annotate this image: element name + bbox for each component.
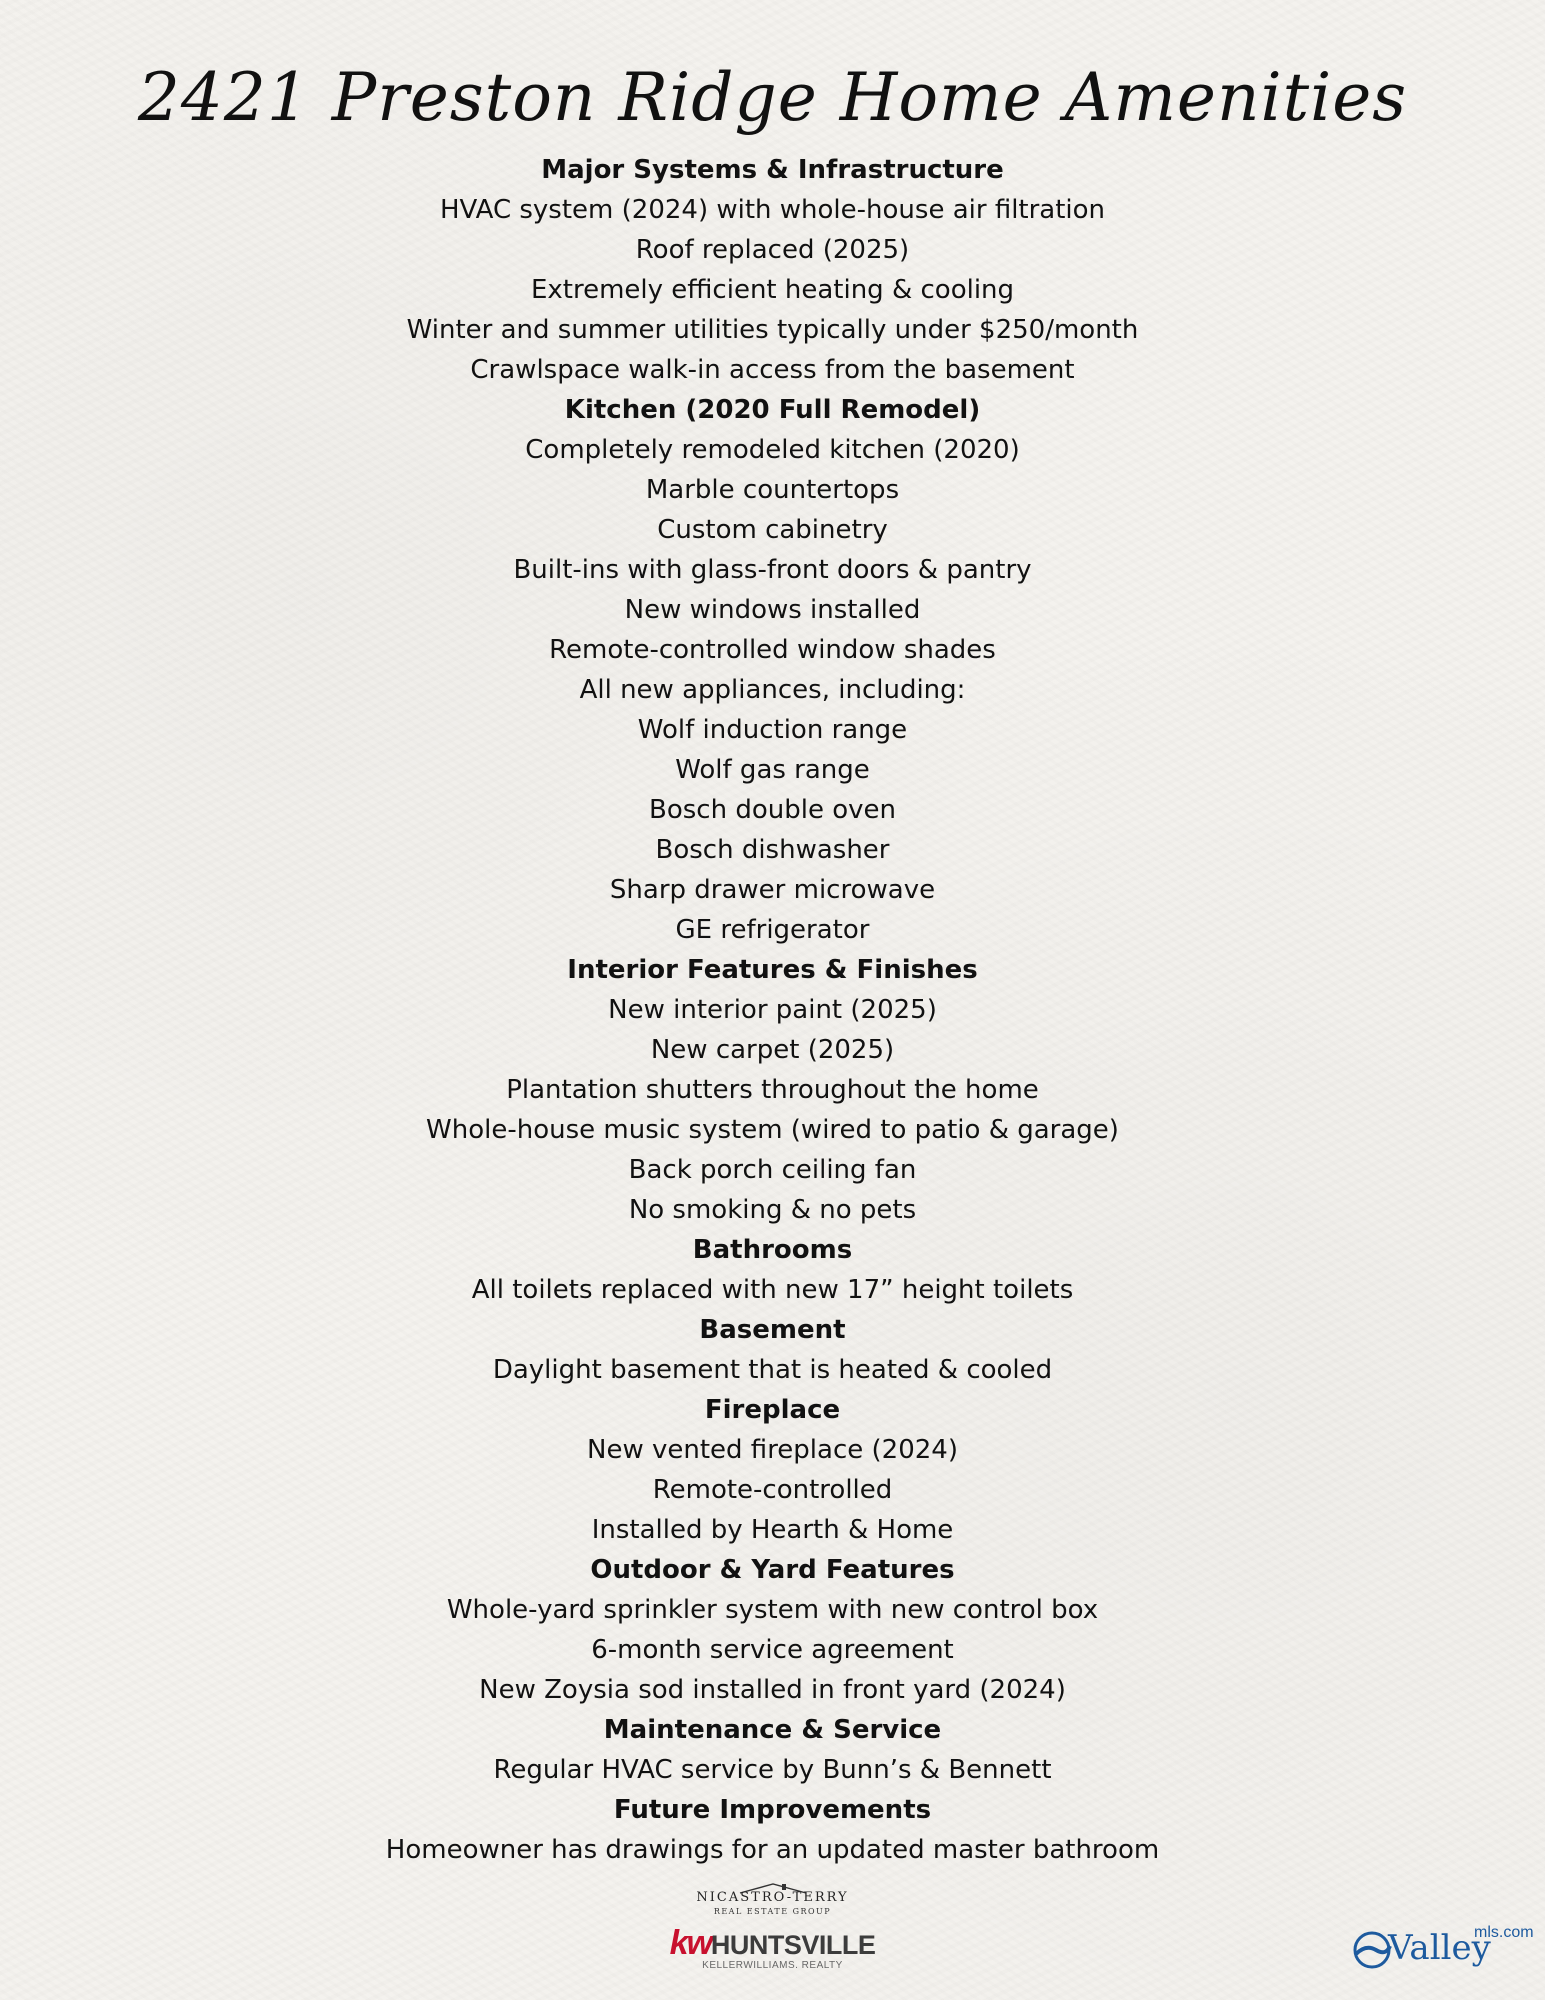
appliance-item: Wolf gas range <box>675 755 870 785</box>
list-item: Roof replaced (2025) <box>635 235 910 265</box>
brokerage-name: NICASTRO-TERRY <box>696 1890 849 1905</box>
section-heading: Kitchen (2020 Full Remodel) <box>564 395 981 425</box>
list-item: Back porch ceiling fan <box>628 1155 917 1185</box>
brokerage-logo <box>0 1882 1545 1918</box>
list-item: Marble countertops <box>645 475 900 505</box>
list-item: Plantation shutters throughout the home <box>506 1075 1039 1105</box>
list-item: HVAC system (2024) with whole-house air filtration <box>439 195 1106 225</box>
list-item: Completely remodeled kitchen (2020) <box>525 435 1020 465</box>
valleymls-logo <box>1352 1924 1537 1984</box>
kw-city: HUNTSVILLE <box>710 1930 876 1960</box>
amenities-list <box>0 150 1545 1870</box>
list-item: All new appliances, including: <box>579 675 966 705</box>
section-heading: Outdoor & Yard Features <box>590 1555 955 1585</box>
valley-domain: mls.com <box>1474 1924 1534 1941</box>
list-item: New carpet (2025) <box>650 1035 895 1065</box>
list-item: Built-ins with glass-front doors & pantry <box>513 555 1032 585</box>
list-item: New Zoysia sod installed in front yard (2024) <box>479 1675 1066 1705</box>
section-heading: Major Systems & Infrastructure <box>541 155 1004 185</box>
appliance-item: Sharp drawer microwave <box>609 875 936 905</box>
section-heading: Basement <box>699 1315 846 1345</box>
list-item: Whole-yard sprinkler system with new control box <box>446 1595 1099 1625</box>
appliance-item: Wolf induction range <box>637 715 908 745</box>
appliance-item: Bosch double oven <box>649 795 896 825</box>
list-item: Homeowner has drawings for an updated master bathroom <box>385 1835 1160 1865</box>
brokerage-subtitle: REAL ESTATE GROUP <box>713 1907 832 1916</box>
kw-logo <box>0 1924 1545 1963</box>
list-item: Winter and summer utilities typically under $250/month <box>406 315 1139 345</box>
valley-word: Valley <box>1388 1928 1491 1968</box>
list-item: All toilets replaced with new 17” height toilets <box>471 1275 1074 1305</box>
page-title: 2421 Preston Ridge Home Amenities <box>137 59 1408 136</box>
list-item: Extremely efficient heating & cooling <box>530 275 1015 305</box>
section-heading: Maintenance & Service <box>603 1715 942 1745</box>
list-item: New interior paint (2025) <box>608 995 937 1025</box>
list-item: New windows installed <box>624 595 921 625</box>
kw-realty-text: KELLERWILLIAMS. REALTY <box>702 1960 843 1971</box>
section-heading: Future Improvements <box>613 1795 932 1825</box>
section-heading: Fireplace <box>704 1395 841 1425</box>
appliance-item: GE refrigerator <box>675 915 870 945</box>
list-item: Remote-controlled window shades <box>549 635 996 665</box>
list-item: Installed by Hearth & Home <box>591 1515 954 1545</box>
list-item: Whole-house music system (wired to patio & garage) <box>426 1115 1119 1145</box>
list-item: Remote-controlled <box>652 1475 893 1505</box>
list-item: Custom cabinetry <box>657 515 888 545</box>
list-item: New vented fireplace (2024) <box>587 1435 958 1465</box>
list-item: 6-month service agreement <box>591 1635 954 1665</box>
list-item: No smoking & no pets <box>628 1195 917 1225</box>
list-item: Regular HVAC service by Bunn’s & Bennett <box>493 1755 1052 1785</box>
section-heading: Bathrooms <box>692 1235 853 1265</box>
kw-mark: kw <box>669 1924 711 1962</box>
section-heading: Interior Features & Finishes <box>567 955 978 985</box>
appliance-item: Bosch dishwasher <box>655 835 890 865</box>
list-item: Daylight basement that is heated & cooled <box>492 1355 1053 1385</box>
valley-swoosh-icon <box>1352 1930 1392 1970</box>
list-item: Crawlspace walk-in access from the basement <box>470 355 1075 385</box>
